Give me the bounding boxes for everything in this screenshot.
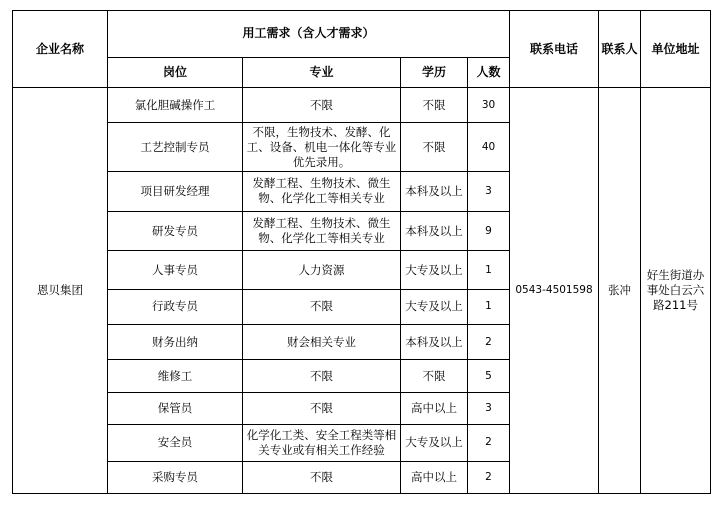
major-cell: 人力资源 — [243, 251, 401, 290]
position-cell: 项目研发经理 — [108, 171, 243, 211]
major-cell: 发酵工程、生物技术、微生物、化学化工等相关专业 — [243, 211, 401, 251]
table-row — [13, 88, 711, 123]
major-cell: 化学化工类、安全工程类等相关专业或有相关工作经验 — [243, 424, 401, 462]
header-count: 人数 — [468, 57, 510, 88]
major-cell: 财会相关专业 — [243, 324, 401, 360]
position-cell: 安全员 — [108, 424, 243, 462]
position-cell: 财务出纳 — [108, 324, 243, 360]
education-cell: 本科及以上 — [401, 324, 468, 360]
recruitment-table — [12, 10, 711, 494]
major-cell: 不限 — [243, 393, 401, 425]
position-cell: 研发专员 — [108, 211, 243, 251]
count-cell: 3 — [468, 393, 510, 425]
header-address: 单位地址 — [641, 11, 711, 88]
header-contact: 联系人 — [599, 11, 641, 88]
position-cell: 人事专员 — [108, 251, 243, 290]
position-cell: 氯化胆碱操作工 — [108, 88, 243, 123]
count-cell: 2 — [468, 462, 510, 494]
company-name: 恩贝集团 — [13, 88, 108, 494]
count-cell: 9 — [468, 211, 510, 251]
position-cell: 行政专员 — [108, 290, 243, 325]
major-cell: 不限 — [243, 360, 401, 393]
header-position: 岗位 — [108, 57, 243, 88]
count-cell: 2 — [468, 424, 510, 462]
count-cell: 40 — [468, 123, 510, 172]
company-phone: 0543-4501598 — [510, 88, 599, 494]
education-cell: 本科及以上 — [401, 211, 468, 251]
education-cell: 大专及以上 — [401, 251, 468, 290]
education-cell: 高中以上 — [401, 462, 468, 494]
education-cell: 本科及以上 — [401, 171, 468, 211]
position-cell: 保管员 — [108, 393, 243, 425]
education-cell: 大专及以上 — [401, 424, 468, 462]
header-phone: 联系电话 — [510, 11, 599, 88]
education-cell: 高中以上 — [401, 393, 468, 425]
company-address: 好生街道办事处白云六路211号 — [641, 88, 711, 494]
education-cell: 不限 — [401, 88, 468, 123]
header-company: 企业名称 — [13, 11, 108, 88]
header-row-1 — [13, 11, 711, 58]
count-cell: 2 — [468, 324, 510, 360]
count-cell: 30 — [468, 88, 510, 123]
major-cell: 不限 — [243, 290, 401, 325]
major-cell: 不限 — [243, 462, 401, 494]
count-cell: 1 — [468, 251, 510, 290]
position-cell: 维修工 — [108, 360, 243, 393]
education-cell: 不限 — [401, 123, 468, 172]
position-cell: 采购专员 — [108, 462, 243, 494]
header-demand: 用工需求（含人才需求） — [108, 11, 510, 58]
header-education: 学历 — [401, 57, 468, 88]
company-contact: 张冲 — [599, 88, 641, 494]
major-cell: 发酵工程、生物技术、微生物、化学化工等相关专业 — [243, 171, 401, 211]
major-cell: 不限，生物技术、发酵、化工、设备、机电一体化等专业优先录用。 — [243, 123, 401, 172]
position-cell: 工艺控制专员 — [108, 123, 243, 172]
count-cell: 1 — [468, 290, 510, 325]
count-cell: 5 — [468, 360, 510, 393]
header-major: 专业 — [243, 57, 401, 88]
education-cell: 不限 — [401, 360, 468, 393]
major-cell: 不限 — [243, 88, 401, 123]
count-cell: 3 — [468, 171, 510, 211]
education-cell: 大专及以上 — [401, 290, 468, 325]
